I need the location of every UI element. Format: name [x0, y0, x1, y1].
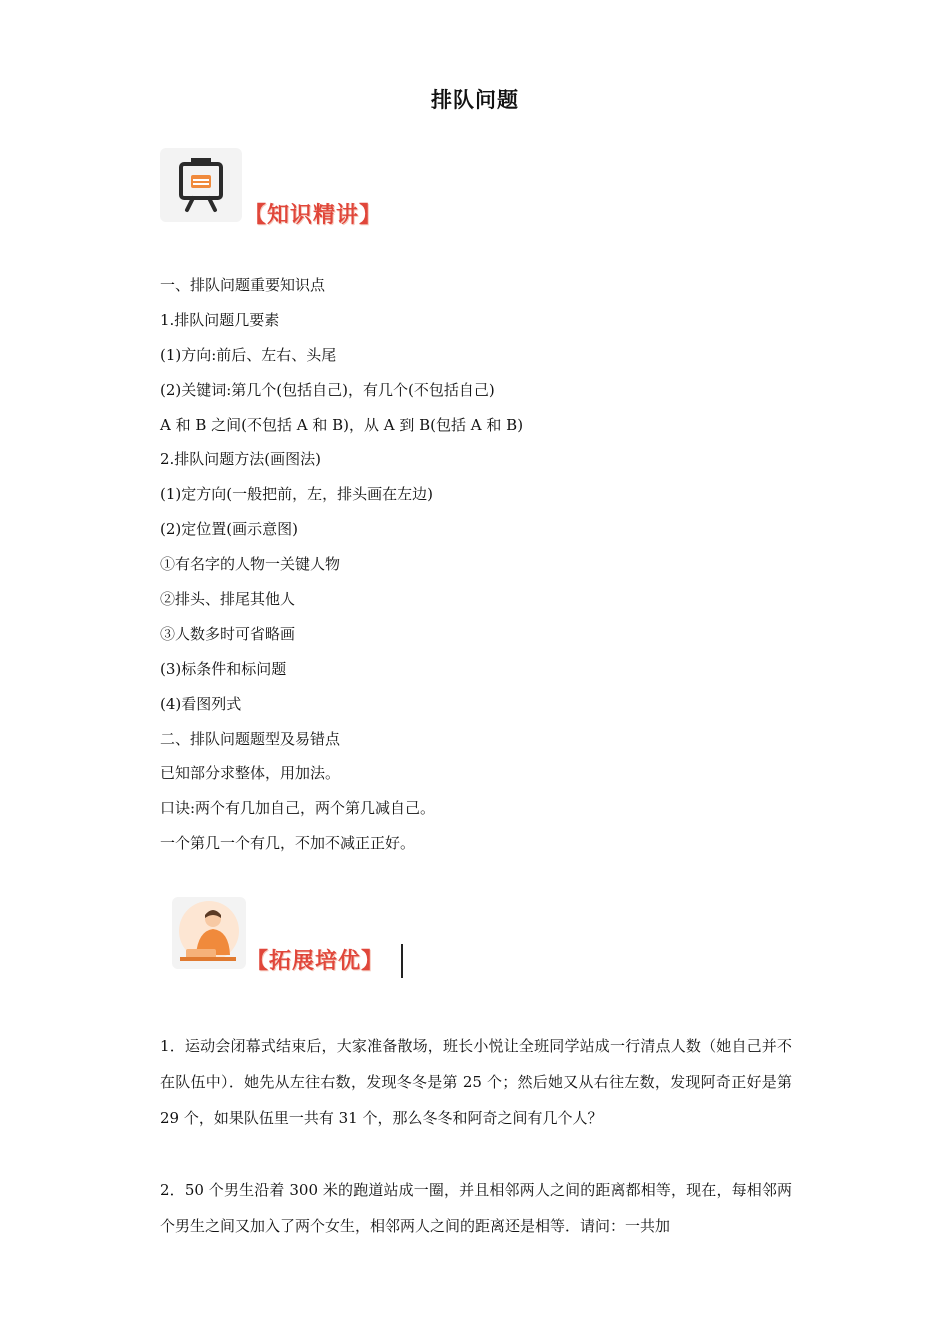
list-item: (4)看图列式: [160, 694, 242, 713]
list-item: 已知部分求整体，用加法。: [160, 764, 341, 783]
list-item: (1)定方向(一般把前，左，排头画在左边): [160, 485, 433, 504]
list-item: 1.排队问题几要素: [160, 310, 280, 329]
page-title: 排队问题: [431, 88, 519, 112]
list-item: A 和 B 之间(不包括 A 和 B)，从 A 到 B(包括 A 和 B): [160, 415, 524, 434]
list-item: (1)方向:前后、左右、头尾: [160, 345, 337, 364]
problem-2: 2．50 个男生沿着 300 米的跑道站成一圈，并且相邻两人之间的距离都相等，现在，每相邻两个男生之间又加入了两个女生，相邻两人之间的距离还是相等．请问：一共加: [160, 1181, 792, 1235]
list-item: ②排头、排尾其他人: [160, 590, 296, 609]
list-item: ③人数多时可省略画: [160, 624, 296, 643]
easel-presentation-icon: [160, 148, 242, 222]
section-banner-knowledge: 【知识精讲】: [244, 203, 383, 228]
knowledge-list: [160, 274, 800, 867]
text-cursor: [401, 944, 403, 978]
list-item: ①有名字的人物一关键人物: [160, 555, 341, 574]
list-item: 2.排队问题方法(画图法): [160, 450, 322, 469]
list-item: (2)定位置(画示意图): [160, 520, 298, 539]
list-item: 一个第几一个有几，不加不减正正好。: [160, 834, 416, 853]
list-item: 二、排队问题题型及易错点: [160, 729, 341, 748]
teacher-avatar-icon: [172, 897, 246, 969]
section-banner-extension: 【拓展培优】: [246, 949, 385, 974]
list-item: (2)关键词:第几个(包括自己)，有几个(不包括自己): [160, 380, 495, 399]
list-item: 口诀:两个有几加自己，两个第几减自己。: [160, 799, 436, 818]
list-item: 一、排队问题重要知识点: [160, 276, 326, 294]
list-item: (3)标条件和标问题: [160, 659, 287, 678]
problem-1: 1．运动会闭幕式结束后，大家准备散场，班长小悦让全班同学站成一行清点人数（她自己并不在队伍中）．她先从左往右数，发现冬冬是第 25 个；然后她又从右往左数，发现阿奇正好是第 29 个，如果队伍里一共有 31 个，那么冬冬和阿奇之间有几个人？: [160, 1037, 792, 1127]
